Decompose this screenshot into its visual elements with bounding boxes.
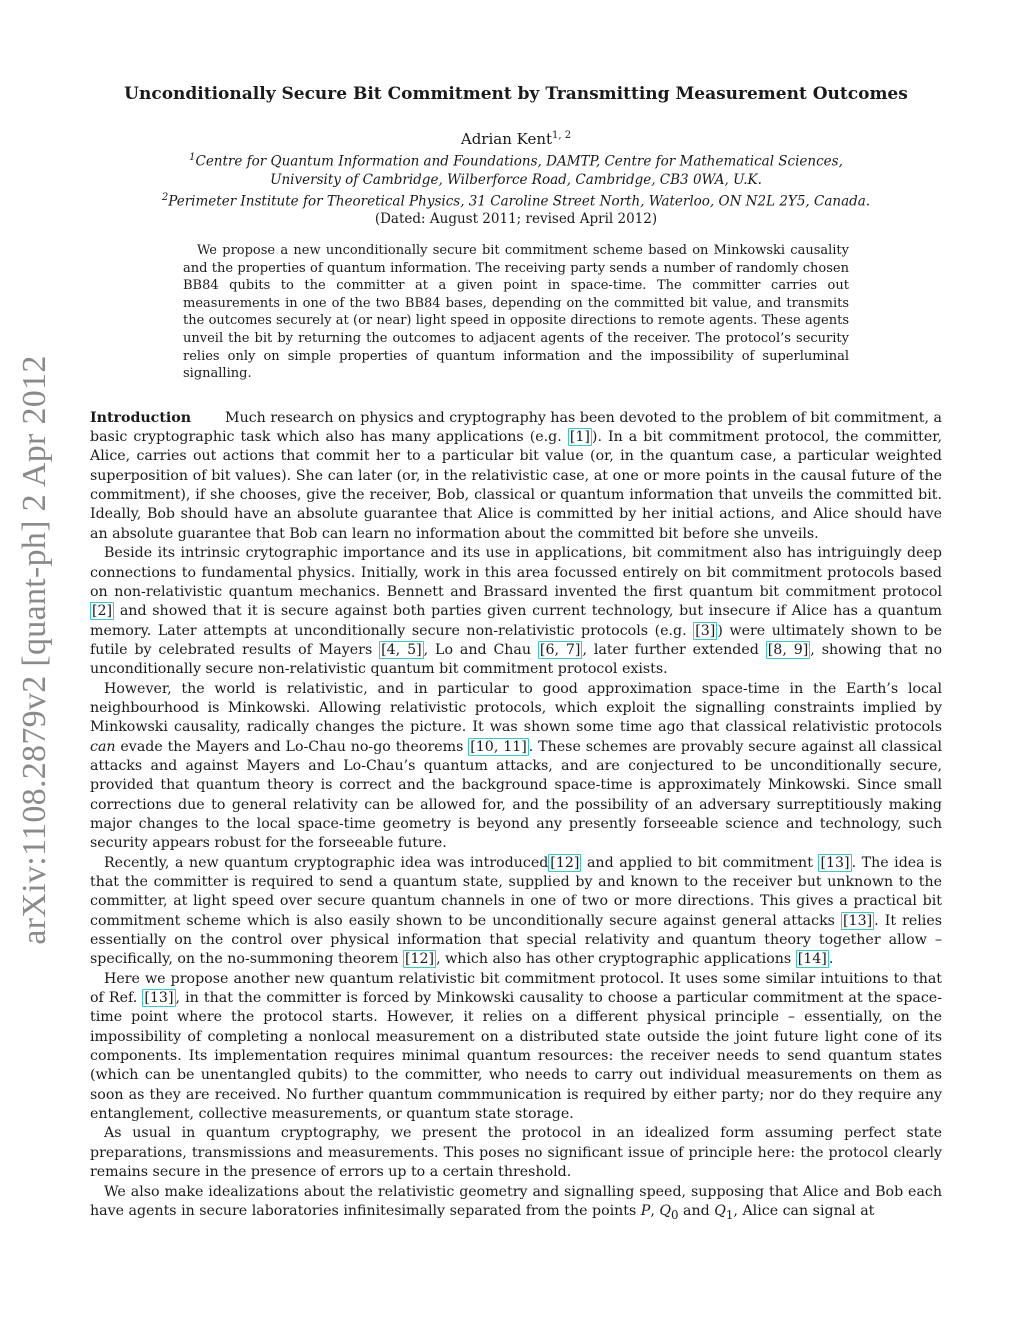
paragraph-3 <box>90 680 942 854</box>
p2-text-1: Beside its intrinsic crytographic importance and its use in applications, bit commitment also has intriguingly deep connections to fundamental physics. Initially, work in this area focussed entirely on bit commitment protocols based on non-relativistic quantum mechanics. Bennett and Brassard invented the first quantum bit commitment protocol <box>90 545 942 600</box>
p7-and: and <box>678 1202 715 1219</box>
arxiv-identifier-stamp: arXiv:1108.2879v2 [quant-ph] 2 Apr 2012 <box>16 355 53 945</box>
affil-1-sup: 1 <box>189 152 196 163</box>
affil-1-line2: University of Cambridge, Wilberforce Road, Cambridge, CB3 0WA, U.K. <box>270 171 762 188</box>
p2-text-3: ) were ultimately shown to be futile by celebrated results of Mayers <box>90 622 942 658</box>
paper-body <box>90 409 942 1225</box>
p5-text-2: , in that the committer is forced by Minkowski causality to choose a particular commitment at the space-time point where the protocol starts. However, it relies on a different physical principle – essentially, on the impossibility of completing a nonlocal measurement on a distributed state outside the joint future light cone of its components. Its implementation requires minimal quantum resources: the receiver needs to send quantum states (which can be unentangled qubits) to the committer, who needs to carry out individual measurements on them as soon as they are received. No further quantum commmunication is required by either party; nor do they require any entanglement, collective measurements, or quantum state storage. <box>90 990 942 1123</box>
p1-text-1: Much research on physics and cryptography has been devoted to the problem of bit commitment, a basic cryptographic task which also has many applications (e.g. <box>90 409 942 446</box>
paragraph-2 <box>90 544 942 679</box>
p4-text-1: Recently, a new quantum cryptographic idea was introduced <box>104 854 549 871</box>
paper-title: Unconditionally Secure Bit Commitment by Transmitting Measurement Outcomes <box>124 84 908 104</box>
math-Q0-subscript: 0 <box>671 1207 679 1222</box>
citation-link[interactable]: [4, 5] <box>381 641 422 658</box>
p2-text-2: and showed that it is secure against both parties given current technology, but insecure if Alice has a quantum memory. Later attempts at unconditionally secure non-relativistic protocols (e.g. <box>90 603 942 639</box>
p5-text-1: Here we propose another new quantum relativistic bit commitment protocol. It uses some similar intuitions to that of Ref. <box>90 970 942 1007</box>
p2-text-5: , later further extended <box>582 641 766 658</box>
citation-link[interactable]: [1] <box>569 429 590 446</box>
citation-link[interactable]: [8, 9] <box>767 641 809 658</box>
paragraph-6: As usual in quantum cryptography, we present the protocol in an idealized form assuming perfect state preparations, transmissions and measurements. This poses no significant issue of principle here: the protocol clearly remains secure in the presence of errors up to a certain threshold. <box>90 1125 942 1181</box>
arxiv-sidebar <box>0 300 70 1000</box>
citation-link[interactable]: [13] <box>843 912 873 929</box>
p4-text-6: . <box>828 951 834 968</box>
p1-text-2: ). In a bit commitment protocol, the committer, Alice, carries out actions that commit her to a particular bit value (or, in the quantum case, a particular weighted superposition of bit values). She can later (or, in the relativistic case, at one or more points in the causal future of the commitment), if she chooses, give the receiver, Bob, classical or quantum information that unveils the committed bit. Ideally, Bob should have an absolute guarantee that Alice is committed by her initial actions, and Alice should have an absolute guarantee that Bob can learn no information about the committed bit before she unveils. <box>90 429 942 542</box>
p2-text-6: , showing that no unconditionally secure non-relativistic quantum bit commitment protocol exists. <box>90 641 942 678</box>
p3-text-3: . These schemes are provably secure against all classical attacks and against Mayers and Lo-Chau’s quantum attacks, and are conjectured to be unconditionally secure, provided that quantum theory is correct and the background space-time is approximately Minkowski. Since small corrections due to general relativity can be allowed for, and the possibility of an adversary surreptitiously making major changes to the local space-time geometry is beyond any presently forseeable science and technology, such security appears robust for the forseeable future. <box>90 738 942 852</box>
affiliation-2 <box>90 189 942 211</box>
paper-page <box>90 82 942 1225</box>
author-name: Adrian Kent <box>460 130 553 148</box>
paragraph-4 <box>90 854 942 970</box>
affil-1-line1: Centre for Quantum Information and Foundations, DAMTP, Centre for Mathematical Sciences, <box>195 153 843 170</box>
p3-text-1: However, the world is relativistic, and in particular to good approximation space-time in the Earth’s local neighbourhood is Minkowski. Allowing relativistic protocols, which exploit the signalling constraints implied by Minkowski causality, radically changes the picture. It was shown some time ago that classical relativistic protocols <box>90 680 942 736</box>
p4-text-4: . It relies essentially on the control over physical information that special relativity and quantum theory together allow – specifically, on the no-summoning theorem <box>90 912 943 968</box>
math-P: P <box>640 1202 651 1219</box>
citation-link[interactable]: [13] <box>820 854 850 871</box>
p7-text-1: We also make idealizations about the relativistic geometry and signalling speed, supposing that Alice and Bob each have agents in secure laboratories infinitesimally separated from the points <box>90 1183 942 1219</box>
math-Q1: Q <box>714 1202 726 1219</box>
p4-text-2: and applied to bit commitment <box>581 854 819 871</box>
paragraph-1 <box>90 409 942 544</box>
citation-link[interactable]: [12] <box>404 951 435 968</box>
citation-link[interactable]: [12] <box>550 854 580 871</box>
citation-link[interactable]: [10, 11] <box>470 738 527 755</box>
author-line <box>90 126 942 149</box>
citation-link[interactable]: [13] <box>144 990 174 1007</box>
paragraph-5 <box>90 970 942 1125</box>
citation-link[interactable]: [2] <box>92 603 113 620</box>
abstract: We propose a new unconditionally secure bit commitment scheme based on Minkowski causality and the properties of quantum information. The receiving party sends a number of randomly chosen BB84 qubits to the committer at a given point in space-time. The committer carries out measurements in one of the two BB84 bases, depending on the committed bit value, and transmits the outcomes securely at (or near) light speed in opposite directions to remote agents. These agents unveil the bit by returning the outcomes to adjacent agents of the receiver. The protocol’s security relies only on simple properties of quantum information and the impossibility of superluminal signalling. <box>183 243 849 382</box>
dated-line: (Dated: August 2011; revised April 2012) <box>374 211 658 227</box>
p2-text-4: , Lo and Chau <box>423 641 538 658</box>
p7-text-2: , Alice can signal at <box>733 1202 875 1219</box>
affiliation-1 <box>90 149 942 189</box>
affil-2-line1: Perimeter Institute for Theoretical Physics, 31 Caroline Street North, Waterloo, ON N2L 2Y5, Canada. <box>168 193 871 209</box>
citation-link[interactable]: [3] <box>695 622 716 639</box>
p4-text-5: , which also has other cryptographic applications <box>436 951 796 968</box>
author-affil-sup: 1, 2 <box>552 130 572 141</box>
math-Q1-subscript: 1 <box>725 1207 734 1222</box>
affil-2-sup: 2 <box>161 191 169 203</box>
p7-comma: , <box>650 1202 660 1219</box>
citation-link[interactable]: [14] <box>797 951 827 968</box>
paragraph-7 <box>90 1183 942 1226</box>
citation-link[interactable]: [6, 7] <box>539 641 581 658</box>
p3-text-2: evade the Mayers and Lo-Chau no-go theorems <box>115 738 469 755</box>
math-Q0: Q <box>659 1202 672 1219</box>
p4-text-3: . The idea is that the committer is required to send a quantum state, supplied by and known to the receiver but unknown to the committer, at light speed over secure quantum channels in one of two or more directions. This gives a practical bit commitment scheme which is also easily shown to be unconditionally secure against general attacks <box>90 854 942 929</box>
p3-emphasis: can <box>90 738 116 755</box>
section-heading-introduction: Introduction <box>90 409 192 426</box>
